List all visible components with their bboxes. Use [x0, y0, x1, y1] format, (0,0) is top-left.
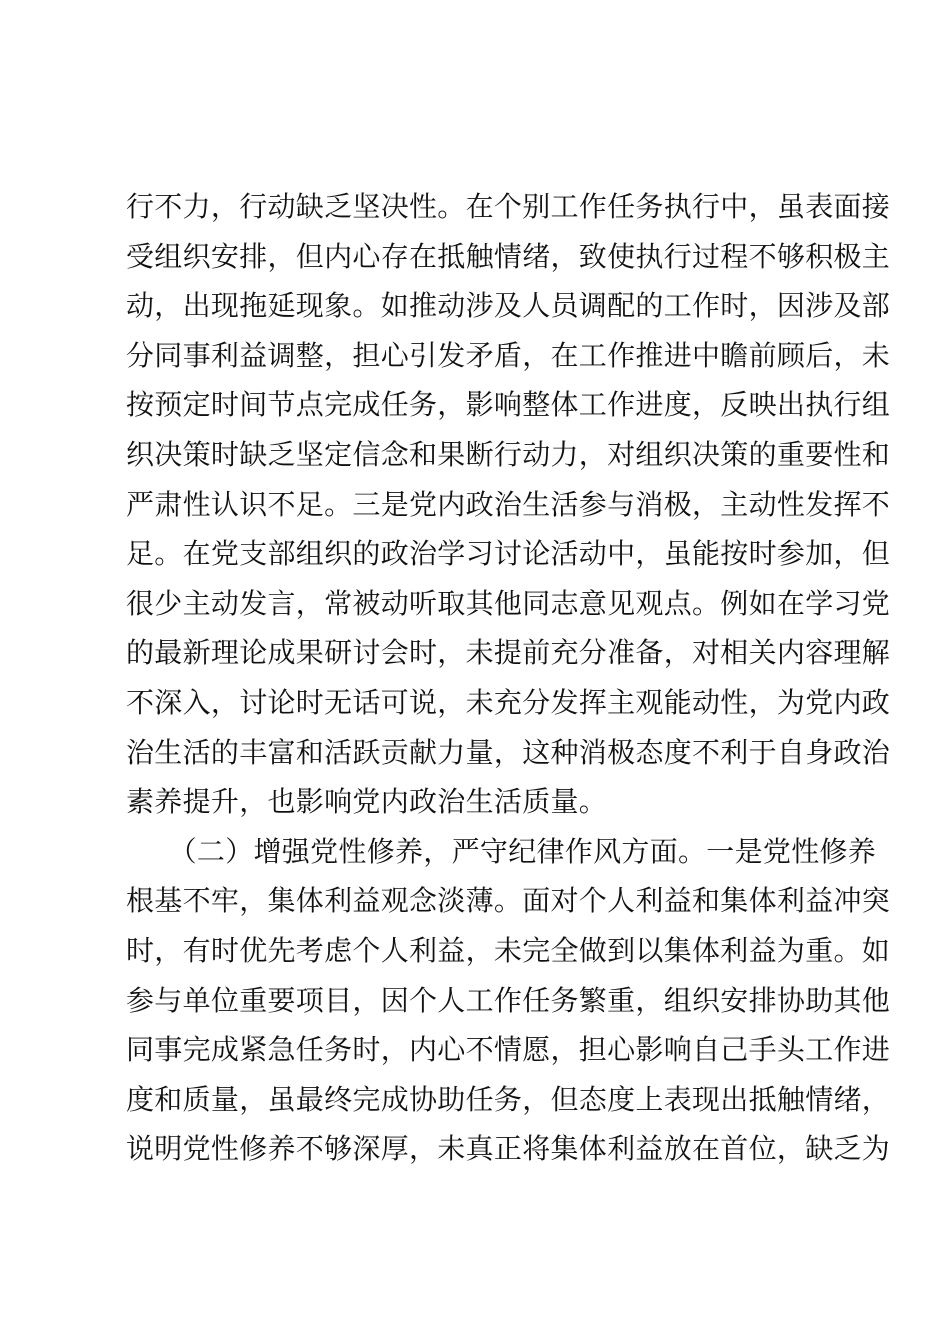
text-line: 度和质量，虽最终完成协助任务，但态度上表现出抵触情绪，	[126, 1082, 891, 1116]
text-line: 时，有时优先考虑个人利益，未完全做到以集体利益为重。如	[126, 933, 891, 967]
text-line: 足。在党支部组织的政治学习讨论活动中，虽能按时参加，但	[126, 537, 891, 571]
text-line: 很少主动发言，常被动听取其他同志意见观点。例如在学习党	[126, 586, 891, 620]
body-text	[126, 182, 891, 1174]
text-line: 不深入，讨论时无话可说，未充分发挥主观能动性，为党内政	[126, 685, 891, 719]
text-line: 说明党性修养不够深厚，未真正将集体利益放在首位，缺乏为	[126, 1132, 891, 1166]
text-line: 根基不牢，集体利益观念淡薄。面对个人利益和集体利益冲突	[126, 884, 891, 918]
text-line: 素养提升，也影响党内政治生活质量。	[126, 785, 608, 819]
text-line: 治生活的丰富和活跃贡献力量，这种消极态度不利于自身政治	[126, 735, 891, 769]
text-line: 参与单位重要项目，因个人工作任务繁重，组织安排协助其他	[126, 983, 891, 1017]
section-heading-line: （二）增强党性修养，严守纪律作风方面。一是党性修养	[126, 834, 877, 868]
text-line: 同事完成紧急任务时，内心不情愿，担心影响自己手头工作进	[126, 1033, 891, 1067]
text-line: 严肃性认识不足。三是党内政治生活参与消极，主动性发挥不	[126, 487, 891, 521]
text-line: 的最新理论成果研讨会时，未提前充分准备，对相关内容理解	[126, 636, 891, 670]
text-line: 织决策时缺乏坚定信念和果断行动力，对组织决策的重要性和	[126, 437, 891, 471]
text-line: 动，出现拖延现象。如推动涉及人员调配的工作时，因涉及部	[126, 289, 891, 323]
text-line: 受组织安排，但内心存在抵触情绪，致使执行过程不够积极主	[126, 239, 891, 273]
text-line: 分同事利益调整，担心引发矛盾，在工作推进中瞻前顾后，未	[126, 338, 891, 372]
text-line: 按预定时间节点完成任务，影响整体工作进度，反映出执行组	[126, 388, 891, 422]
text-line: 行不力，行动缺乏坚决性。在个别工作任务执行中，虽表面接	[126, 190, 891, 223]
